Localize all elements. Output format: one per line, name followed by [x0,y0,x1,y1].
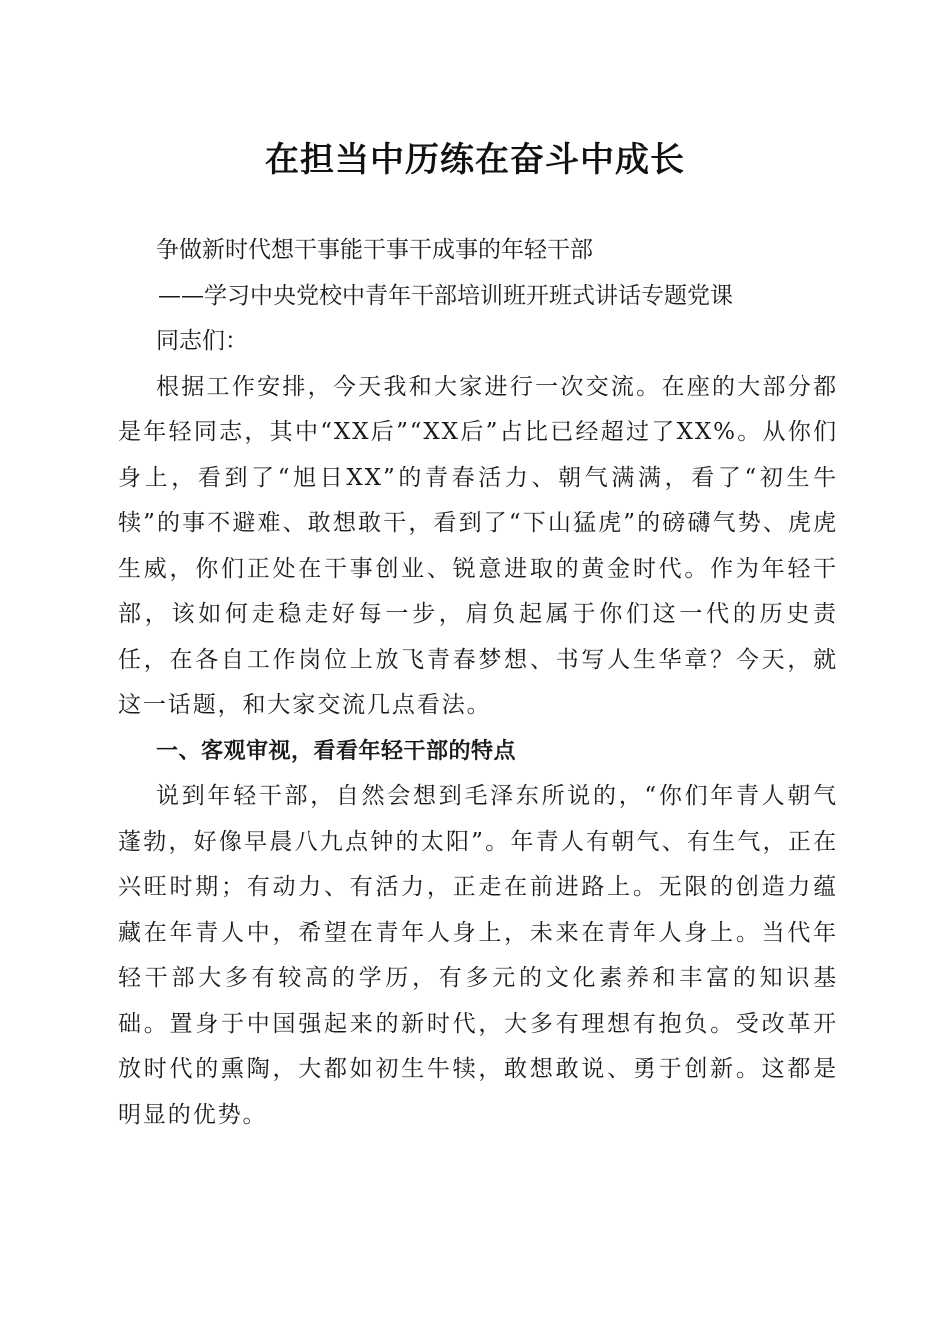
document-title: 在担当中历练在奋斗中成长 [265,140,685,180]
paragraph-intro: 根据工作安排，今天我和大家进行一次交流。在座的大部分都是年轻同志，其中“XX后”“XX后”占比已经超过了XX%。从你们身上，看到了“旭日XX”的青春活力、朝气满满，看了“初生牛犊”的事不避难、敢想敢干，看到了“下山猛虎”的磅礴气势、虎虎生威，你们正处在干事创业、锐意进取的黄金时代。作为年轻干部，该如何走稳走好每一步，肩负起属于你们这一代的历史责任，在各自工作岗位上放飞青春梦想、书写人生华章？今天，就这一话题，和大家交流几点看法。 [118,373,838,718]
section-heading-1: 一、客观审视，看看年轻干部的特点 [156,738,517,764]
salutation: 同志们： [156,328,248,354]
paragraph-section-1: 说到年轻干部，自然会想到毛泽东所说的，“你们年青人朝气蓬勃，好像早晨八九点钟的太阳”。年青人有朝气、有生气，正在兴旺时期；有动力、有活力，正走在前进路上。无限的创造力蕴藏在年青人中，希望在青年人身上，未来在青年人身上。当代年轻干部大多有较高的学历，有多元的文化素养和丰富的知识基础。置身于中国强起来的新时代，大多有理想有抱负。受改革开放时代的熏陶，大都如初生牛犊，敢想敢说、勇于创新。这都是明显的优势。 [118,783,838,1128]
series-line: ——学习中央党校中青年干部培训班开班式讲话专题党课 [158,282,733,309]
subtitle: 争做新时代想干事能干事干成事的年轻干部 [156,237,593,263]
document-body [118,228,838,1138]
